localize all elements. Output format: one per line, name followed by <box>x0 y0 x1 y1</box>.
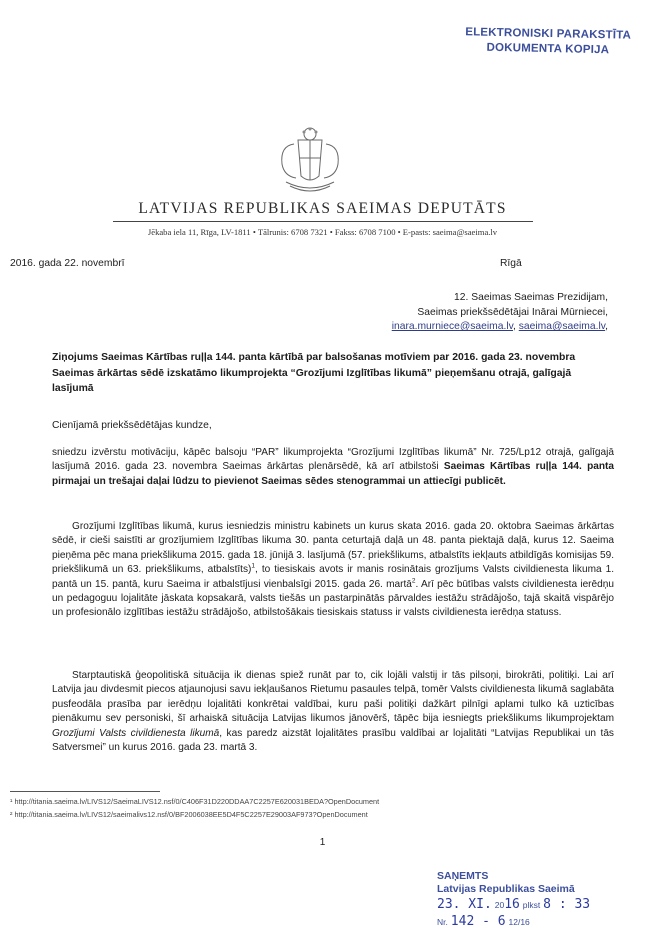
email-link-murniece[interactable]: inara.murniece@saeima.lv <box>391 321 514 333</box>
letterhead-org: LATVIJAS REPUBLIKAS SAEIMAS DEPUTĀTS <box>138 200 507 217</box>
letter-date: 2016. gada 22. novembrī <box>10 258 125 269</box>
footnote-ref-1[interactable]: 1 <box>251 562 256 570</box>
letterhead-address: Jēkaba iela 11, Rīga, LV-1811 • Tālrunis: 6708 7321 • Fakss: 6708 7100 • E-pasts: saeima@saeima.lv <box>147 227 498 237</box>
paragraph-2-c: . Arī pēc būtības valsts civildienesta ierēdņu un pedagoguu lojalitāte jāskata kopsakarā, valsts tiešās un pastarpinātās pārvaldes iestāžu strādājošo, tajā skaitā vispārējo un profesionālo izglītības iestāžu strādājošo, atbilstošākais tiesiskais statuss ir valsts civildienesta ierēdņa statuss. <box>52 578 615 619</box>
footnote-divider <box>10 791 160 792</box>
recipient-block <box>300 291 608 335</box>
paragraph-2-b: , to tiesiskais avots ir manis rosinātais grozījums Valsts civildienesta likuma 1. pantā un 15. pantā, kuru Saeima ir atbalstījusi vienbalsīgi 2015. gada 26. martā <box>52 564 614 590</box>
footnote-2[interactable]: ² http://titania.saeima.lv/LIVS12/saeimalivs12.nsf/0/BF2006038EE5D4F5C2257E29003AF973?OpenDocument <box>10 810 368 819</box>
paragraph-1 <box>52 446 614 489</box>
nr-label: Nr. <box>437 916 448 927</box>
recipient-line2: Saeimas priekšsēdētājai Inārai Mūrniecei, <box>417 306 608 318</box>
stamp-top-line2: DOKUMENTA KOPIJA <box>486 41 610 57</box>
letterhead-divider <box>113 221 533 222</box>
paragraph-2 <box>52 520 614 621</box>
time-label: plkst <box>522 900 541 910</box>
stamp-top-line1: ELEKTRONISKI PARAKSTĪTA <box>465 26 632 42</box>
letter-place: Rīgā <box>500 258 522 269</box>
paragraph-3-italic: Grozījumi Valsts civildienesta likumā <box>52 727 220 739</box>
paragraph-3 <box>52 669 614 755</box>
salutation: Cienījamā priekšsēdētājas kundze, <box>52 420 212 431</box>
email-separator: , <box>513 321 519 333</box>
received-stamp-date-row <box>437 899 637 912</box>
email-link-saeima[interactable]: saeima@saeima.lv <box>518 321 606 333</box>
received-stamp-line2: Latvijas Republikas Saeimā <box>437 882 575 895</box>
year-prefix: 20 <box>494 900 505 910</box>
coat-of-arms-icon <box>270 124 350 196</box>
page-number: 1 <box>319 837 326 848</box>
recipient-emails <box>300 320 608 335</box>
paragraph-1-bold: Saeimas Kārtības ruļļa 144. panta pirmajai un trešajai daļai lūdzu to pievienot Saeimas sēdes stenogrammai un attiecīgi publicēt. <box>52 461 614 487</box>
paragraph-3-a: Starptautiskā ģeopolitiskā situācija ik dienas spiež runāt par to, cik lojāli valstij ir tās pilsoņi, birokrāti, politiķi. Lai arī Latvija jau divdesmit piecos atjaunojusi savu iekļaušanos Rietumu pasaules telpā, tomēr Valsts civildienesta likumā saglabāta pusfeodāla prasība par ierēdņu lojalitāti konkrētai valdībai, kuru paši politiķi dažkārt pilnīgi aplami tulko kā uzticības pienākumu sev personiski, šī arhaiskā situācija Latvijas likumos jānovērš, tāpēc bija iesniegts priekšlikums likumprojektam <box>52 670 614 725</box>
footnote-1[interactable]: ¹ http://titania.saeima.lv/LIVS12/SaeimaLIVS12.nsf/0/C406F31D220DDAA7C2257E620031BEDA?OpenDocument <box>10 797 380 806</box>
received-stamp-nr-row <box>437 913 637 929</box>
paragraph-1-text: sniedzu izvērstu motivāciju, kāpēc balsoju “PAR” likumprojekta “Grozījumi Izglītības likumā” Nr. 725/Lp12 otrajā, galīgajā lasījumā 2016. gada 23. novembra Saeimas ārkārtas plenārsēdē, kā arī atbilstoši <box>52 447 614 473</box>
footnote-ref-2[interactable]: 2 <box>411 577 416 585</box>
received-stamp <box>437 870 637 928</box>
recipient-line1: 12. Saeimas Saeimas Prezidijam, <box>454 292 608 303</box>
received-nr-hand: 142 - 6 <box>450 913 506 929</box>
received-date-hand: 23. XI. <box>437 897 492 912</box>
electronic-signature-stamp <box>458 25 639 59</box>
letter-subject: Ziņojums Saeimas Kārtības ruļļa 144. panta kārtībā par balsošanas motīviem par 2016. gada 23. novembra Saeimas ārkārtas sēdē izskatāmo likumprojekta “Grozījumi Izglītības likumā” pieņemšanu otrajā, galīgajā lasījumā <box>52 352 576 394</box>
received-year-hand: 16 <box>504 897 520 912</box>
email-trail: , <box>605 321 608 333</box>
received-time-hand: 8 : 33 <box>543 897 591 912</box>
paragraph-3-b: , kas paredz aizstāt lojalitātes prasību valdībai ar lojalitāti “Latvijas Republikai un tās Satversmei” un kurus 2016. gada 23. martā 3. <box>52 727 614 754</box>
received-stamp-line1: SAŅEMTS <box>437 870 489 882</box>
nr-suffix: 12/16 <box>508 916 530 927</box>
paragraph-2-a: Grozījumi Izglītības likumā, kurus iesniedzis ministru kabinets un kurus skata 2016. gada 20. oktobra Saeimas ārkārtas sēdē, ir cieši saistīti ar grozījumiem Izglītības likuma 30. panta ceturtajā daļā un 48. panta piektajā daļā, kurus 12. Saeima pieņēma pēc mana priekšlikuma 2015. gada 18. jūnijā 3. lasījumā (57. priekšlikums, atbalstīts iekļauts atbildīgās komisijas 59. priekšlikumā un 63. priekšlikums, atbalstīts) <box>52 521 614 576</box>
